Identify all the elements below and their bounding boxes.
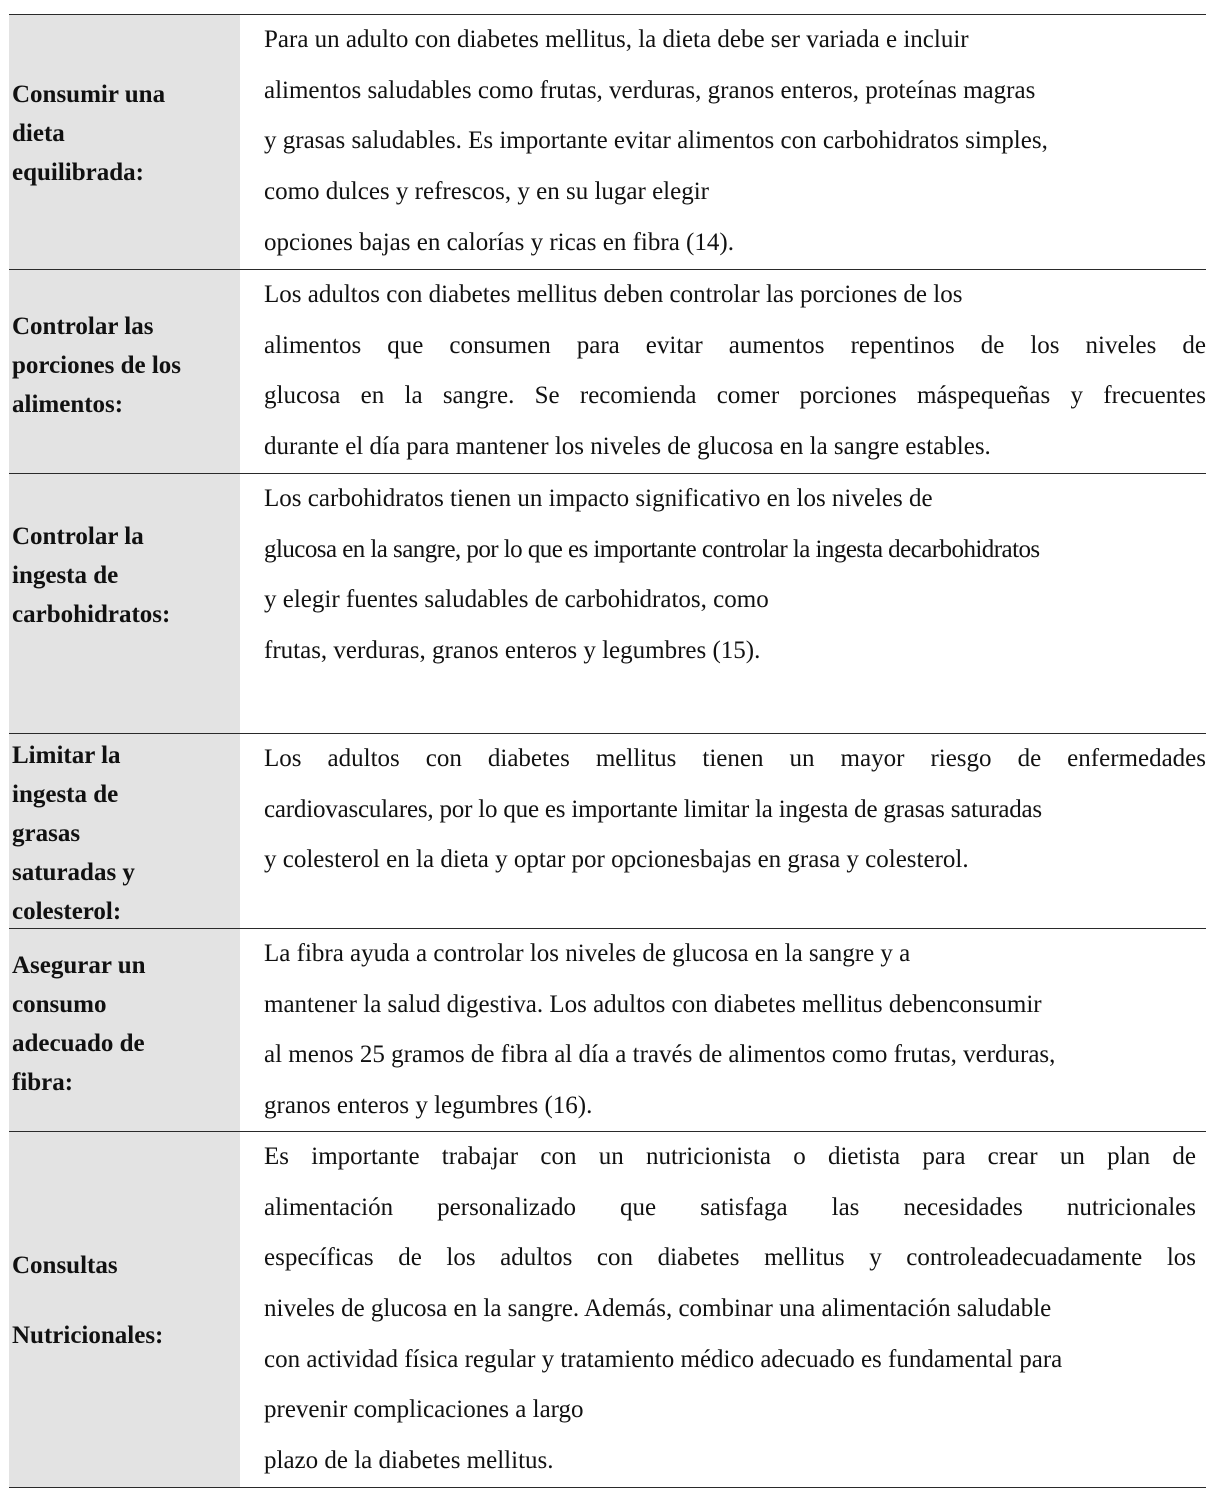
label-line: Nutricionales: xyxy=(12,1321,164,1349)
text-line: y colesterol en la dieta y optar por opcionesbajas en grasa y colesterol. xyxy=(264,846,969,874)
text-line: mantener la salud digestiva. Los adultos con diabetes mellitus debenconsumir xyxy=(264,990,1042,1018)
text-line: opciones bajas en calorías y ricas en fibra (14). xyxy=(264,228,734,256)
label-line: Controlar la xyxy=(12,523,144,550)
table-row-nutrition-consults xyxy=(9,1132,1206,1488)
table-row-carbohydrates xyxy=(9,474,1206,734)
row-label xyxy=(9,929,240,1131)
table-row-saturated-fats xyxy=(9,734,1206,929)
text-line: La fibra ayuda a controlar los niveles de glucosa en la sangre y a xyxy=(264,940,911,967)
row-description xyxy=(240,1132,1206,1487)
row-label xyxy=(9,474,240,733)
text-line: alimentación personalizado que satisfaga las necesidades nutricionales xyxy=(264,1193,1196,1221)
text-line: Los adultos con diabetes mellitus deben controlar las porciones de los xyxy=(264,281,963,308)
text-line: alimentos que consumen para evitar aumentos repentinos de los niveles de xyxy=(264,331,1206,359)
text-line: glucosa en la sangre, por lo que es importante controlar la ingesta decarbohidratos xyxy=(264,535,1040,563)
text-line: frutas, verduras, granos enteros y legumbres (15). xyxy=(264,637,761,665)
text-line: prevenir complicaciones a largo xyxy=(264,1396,584,1424)
row-description xyxy=(240,734,1206,928)
label-line: colesterol: xyxy=(12,898,122,925)
row-label xyxy=(9,1132,240,1487)
text-line: Los adultos con diabetes mellitus tienen un mayor riesgo de enfermedades xyxy=(264,745,1206,772)
label-line: dieta xyxy=(12,119,65,147)
label-line: consumo xyxy=(12,991,107,1018)
label-line: Limitar la xyxy=(12,742,121,769)
row-description xyxy=(240,929,1206,1131)
text-line: Los carbohidratos tienen un impacto significativo en los niveles de xyxy=(264,485,933,512)
row-label xyxy=(9,734,240,928)
text-line: como dulces y refrescos, y en su lugar elegir xyxy=(264,178,709,206)
text-line: niveles de glucosa en la sangre. Además, combinar una alimentación saludable xyxy=(264,1295,1052,1323)
label-line: alimentos: xyxy=(12,391,124,418)
label-line: porciones de los xyxy=(12,352,181,379)
text-line: y elegir fuentes saludables de carbohidratos, como xyxy=(264,586,769,614)
table-row-balanced-diet xyxy=(9,15,1206,270)
text-line: y grasas saludables. Es importante evitar alimentos con carbohidratos simples, xyxy=(264,127,1048,155)
label-line: ingesta de xyxy=(12,562,119,589)
text-line: con actividad física regular y tratamiento médico adecuado es fundamental para xyxy=(264,1345,1063,1373)
recommendations-table xyxy=(9,14,1206,1488)
label-line: Asegurar un xyxy=(12,952,146,979)
text-line: Para un adulto con diabetes mellitus, la dieta debe ser variada e incluir xyxy=(264,26,969,53)
row-description xyxy=(240,474,1206,733)
label-line: carbohidratos: xyxy=(12,601,171,628)
table-row-portions xyxy=(9,270,1206,474)
row-description xyxy=(240,15,1206,269)
row-label xyxy=(9,15,240,269)
table-row-fiber xyxy=(9,929,1206,1132)
text-line: alimentos saludables como frutas, verduras, granos enteros, proteínas magras xyxy=(264,76,1036,104)
label-line: Consumir una xyxy=(12,80,166,108)
text-line: glucosa en la sangre. Se recomienda comer porciones máspequeñas y frecuentes xyxy=(264,382,1206,410)
row-label xyxy=(9,270,240,473)
text-line: al menos 25 gramos de fibra al día a través de alimentos como frutas, verduras, xyxy=(264,1041,1056,1069)
text-line: plazo de la diabetes mellitus. xyxy=(264,1447,554,1475)
label-line: ingesta de xyxy=(12,781,119,808)
label-line: adecuado de xyxy=(12,1030,145,1057)
text-line: específicas de los adultos con diabetes mellitus y controleadecuadamente los xyxy=(264,1244,1196,1272)
text-line: Es importante trabajar con un nutricionista o dietista para crear un plan de xyxy=(264,1143,1196,1170)
row-description xyxy=(240,270,1206,473)
text-line: cardiovasculares, por lo que es importante limitar la ingesta de grasas saturadas xyxy=(264,795,1042,823)
label-line: Consultas xyxy=(12,1251,118,1279)
label-line: fibra: xyxy=(12,1069,74,1096)
label-line: grasas xyxy=(12,820,81,847)
label-line: Controlar las xyxy=(12,313,154,340)
text-line: durante el día para mantener los niveles de glucosa en la sangre estables. xyxy=(264,433,991,461)
text-line: granos enteros y legumbres (16). xyxy=(264,1092,593,1120)
label-line: saturadas y xyxy=(12,859,135,886)
label-line: equilibrada: xyxy=(12,158,144,186)
